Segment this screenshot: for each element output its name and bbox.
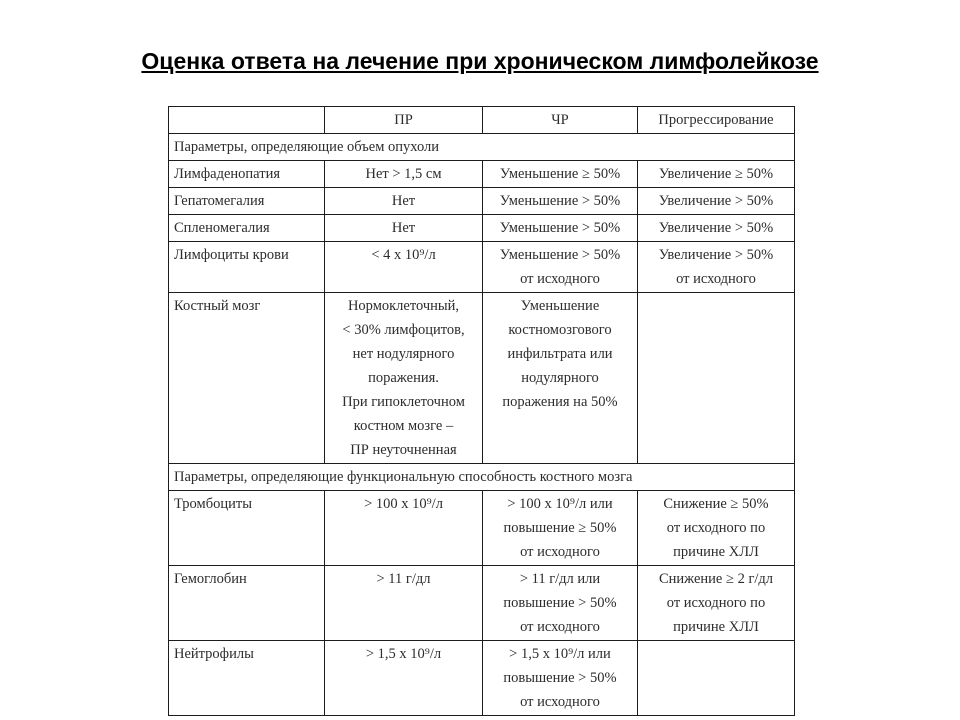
chr-cell xyxy=(483,242,638,293)
cell-line: повышение ≥ 50% xyxy=(503,520,617,536)
table-row xyxy=(169,188,795,215)
cell-line: < 30% лимфоцитов, xyxy=(342,322,465,338)
chr-cell: Уменьшение > 50% xyxy=(483,188,638,215)
pr-cell: > 1,5 х 10⁹/л xyxy=(325,641,483,716)
param-cell: Костный мозг xyxy=(169,293,325,464)
cell-line: от исходного по xyxy=(666,595,766,611)
cell-line: Уменьшение xyxy=(520,298,600,314)
header-empty xyxy=(169,107,325,134)
param-cell: Тромбоциты xyxy=(169,491,325,566)
table-row xyxy=(169,566,795,641)
cell-line: ПР неуточненная xyxy=(350,442,457,458)
table-row xyxy=(169,641,795,716)
cell-line: причине ХЛЛ xyxy=(673,619,759,635)
section-row xyxy=(169,134,795,161)
cell-line: > 1,5 х 10⁹/л или xyxy=(509,646,611,662)
prog-cell: Увеличение > 50% xyxy=(638,188,795,215)
page-title: Оценка ответа на лечение при хроническом лимфолейкозе xyxy=(141,48,819,74)
cell-line: нет нодулярного xyxy=(352,346,455,362)
cell-line: > 11 г/дл или xyxy=(519,571,601,587)
cell-line: При гипоклеточном xyxy=(342,394,465,410)
cell-line: от исходного xyxy=(520,619,600,635)
header-pr: ПР xyxy=(325,107,483,134)
cell-line: от исходного xyxy=(520,271,600,287)
table-row xyxy=(169,161,795,188)
cell-line: Снижение ≥ 50% xyxy=(663,496,769,512)
chr-cell: Уменьшение > 50% xyxy=(483,215,638,242)
param-cell: Гепатомегалия xyxy=(169,188,325,215)
cell-line: Уменьшение > 50% xyxy=(499,247,621,263)
cell-line: от исходного xyxy=(520,544,600,560)
chr-cell: Уменьшение ≥ 50% xyxy=(483,161,638,188)
param-cell: Лимфоциты крови xyxy=(169,242,325,293)
param-cell: Нейтрофилы xyxy=(169,641,325,716)
cell-line: причине ХЛЛ xyxy=(673,544,759,560)
cell-line: Увеличение > 50% xyxy=(658,247,774,263)
cell-line: поражения. xyxy=(368,370,439,386)
table-row xyxy=(169,491,795,566)
param-cell: Лимфаденопатия xyxy=(169,161,325,188)
pr-cell: > 11 г/дл xyxy=(325,566,483,641)
pr-cell: Нет xyxy=(325,215,483,242)
cell-line: нодулярного xyxy=(521,370,599,386)
header-chr: ЧР xyxy=(483,107,638,134)
response-criteria-table xyxy=(168,106,795,716)
pr-cell: Нет > 1,5 см xyxy=(325,161,483,188)
table-row xyxy=(169,293,795,464)
cell-line: повышение > 50% xyxy=(503,595,617,611)
param-cell: Спленомегалия xyxy=(169,215,325,242)
chr-cell xyxy=(483,293,638,464)
section-tumor-volume: Параметры, определяющие объем опухоли xyxy=(169,134,795,161)
section-marrow-function: Параметры, определяющие функциональную способность костного мозга xyxy=(169,464,795,491)
cell-line: от исходного xyxy=(520,694,600,710)
cell-line: костномозгового xyxy=(508,322,612,338)
chr-cell xyxy=(483,641,638,716)
chr-cell xyxy=(483,566,638,641)
cell-line: костном мозге – xyxy=(353,418,454,434)
pr-cell: Нет xyxy=(325,188,483,215)
cell-line: повышение > 50% xyxy=(503,670,617,686)
section-row xyxy=(169,464,795,491)
header-row xyxy=(169,107,795,134)
pr-cell: > 100 х 10⁹/л xyxy=(325,491,483,566)
prog-cell xyxy=(638,566,795,641)
prog-cell xyxy=(638,491,795,566)
cell-line: инфильтрата или xyxy=(507,346,613,362)
param-cell: Гемоглобин xyxy=(169,566,325,641)
prog-cell: Увеличение ≥ 50% xyxy=(638,161,795,188)
prog-cell xyxy=(638,242,795,293)
cell-line: поражения на 50% xyxy=(502,394,618,410)
cell-line: от исходного xyxy=(676,271,756,287)
prog-cell xyxy=(638,641,795,716)
pr-cell: < 4 х 10⁹/л xyxy=(325,242,483,293)
cell-line: > 100 х 10⁹/л или xyxy=(507,496,613,512)
table-row xyxy=(169,215,795,242)
chr-cell xyxy=(483,491,638,566)
cell-line: Снижение ≥ 2 г/дл xyxy=(658,571,774,587)
prog-cell: Увеличение > 50% xyxy=(638,215,795,242)
cell-line: Нормоклеточный, xyxy=(347,298,460,314)
cell-line: от исходного по xyxy=(666,520,766,536)
prog-cell xyxy=(638,293,795,464)
header-progression: Прогрессирование xyxy=(638,107,795,134)
table-row xyxy=(169,242,795,293)
pr-cell xyxy=(325,293,483,464)
